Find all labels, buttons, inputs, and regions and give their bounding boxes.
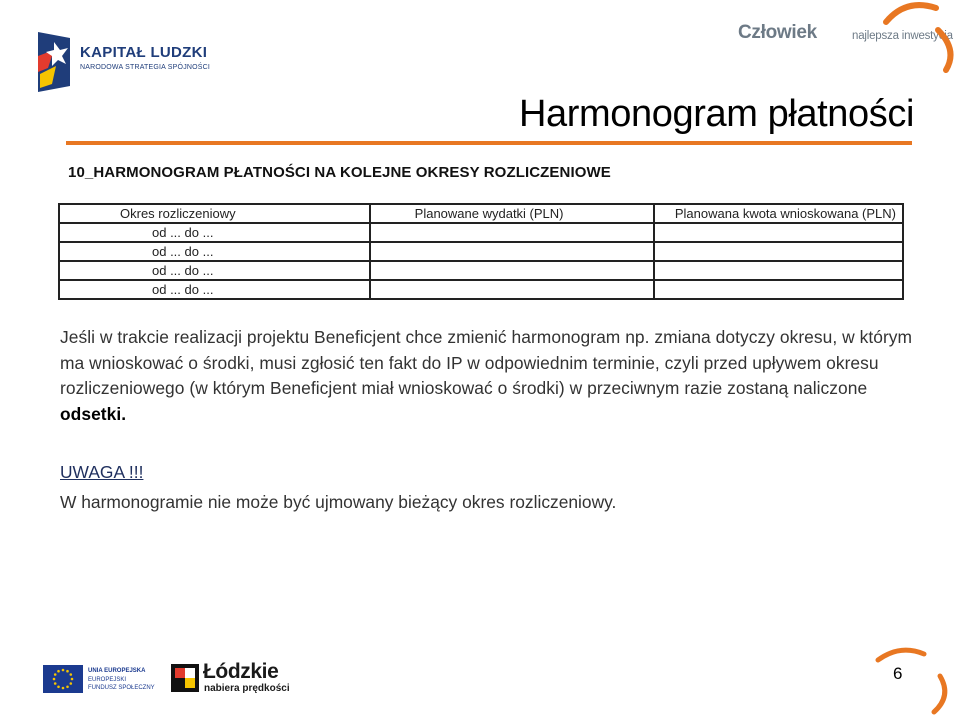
czlowiek-logo-name: Człowiek <box>738 22 817 43</box>
emphasis-text: odsetki. <box>60 403 127 424</box>
kapital-ludzki-logo <box>34 28 234 94</box>
kapital-ludzki-logo-icon <box>34 28 72 94</box>
warning-heading: UWAGA !!! <box>60 462 144 482</box>
warning-text: W harmonogramie nie może być ujmowany bieżący okres rozliczeniowy. <box>60 492 617 512</box>
column-header: Planowane wydatki (PLN) <box>370 204 654 223</box>
table-cell: od ... do ... <box>59 280 370 299</box>
table-cell <box>370 280 654 299</box>
table-cell <box>370 261 654 280</box>
table-cell <box>654 242 903 261</box>
table-cell <box>654 223 903 242</box>
payment-schedule-table <box>58 203 904 300</box>
payment-schedule-form <box>58 160 906 312</box>
eu-logo <box>43 665 153 693</box>
orange-arc-decoration-icon <box>876 0 960 80</box>
table-row <box>59 280 903 299</box>
column-header: Planowana kwota wnioskowana (PLN) <box>654 204 903 223</box>
table-cell <box>370 242 654 261</box>
eu-logo-line-1: UNIA EUROPEJSKA <box>88 668 146 674</box>
table-cell <box>654 280 903 299</box>
page-number: 6 <box>893 664 903 683</box>
table-row <box>59 223 903 242</box>
table-cell: od ... do ... <box>59 242 370 261</box>
czlowiek-logo-tagline: najlepsza inwestycja <box>852 30 953 42</box>
eu-flag-icon <box>43 665 83 693</box>
lodzkie-logo-tagline: nabiera prędkości <box>204 683 290 694</box>
title-divider <box>66 141 912 145</box>
table-cell <box>370 223 654 242</box>
eu-logo-line-3: FUNDUSZ SPOŁECZNY <box>88 685 155 691</box>
table-cell: od ... do ... <box>59 261 370 280</box>
table-cell <box>654 261 903 280</box>
lodzkie-logo-icon <box>171 664 199 692</box>
kapital-ludzki-subtitle: NARODOWA STRATEGIA SPÓJNOŚCI <box>80 64 211 71</box>
table-row <box>59 242 903 261</box>
paragraph-text: Jeśli w trakcie realizacji projektu Beneficjent chce zmienić harmonogram np. zmiana dotyczy okresu, w którym ma wnioskować o środki, musi zgłosić ten fakt do IP w odpowiednim terminie, czyli przed upływem okresu rozliczeniowego (w którym Beneficjent miał wnioskować o środki) w przeciwnym razie zostaną naliczone <box>60 327 913 398</box>
table-cell: od ... do ... <box>59 223 370 242</box>
table-header-row <box>59 204 903 223</box>
orange-arc-decoration-icon <box>860 640 960 718</box>
page-title: Harmonogram płatności <box>519 93 914 135</box>
column-header: Okres rozliczeniowy <box>59 204 370 223</box>
lodzkie-logo-name: Łódzkie <box>203 660 279 683</box>
main-paragraph <box>60 325 920 427</box>
form-heading: 10_HARMONOGRAM PŁATNOŚCI NA KOLEJNE OKRESY ROZLICZENIOWE <box>68 164 611 181</box>
kapital-ludzki-title: KAPITAŁ LUDZKI <box>80 44 208 61</box>
eu-logo-line-2: EUROPEJSKI <box>88 677 127 683</box>
lodzkie-logo <box>171 662 291 696</box>
table-row <box>59 261 903 280</box>
